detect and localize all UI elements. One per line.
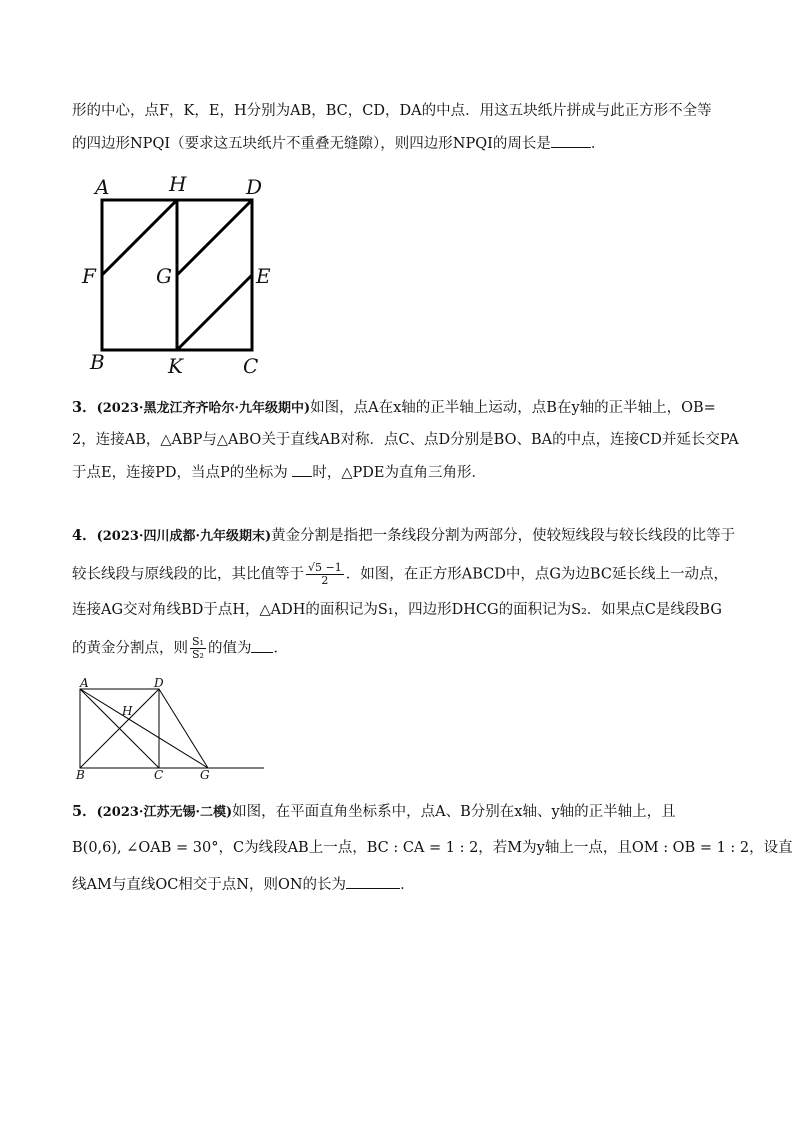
q2-line2-text: 的四边形NPQI（要求这五块纸片不重叠无缝隙），则四边形NPQI的周长是 [72, 136, 551, 152]
label-D: D [154, 676, 164, 690]
q4-line2-end: ．如图，在正方形ABCD中，点G为边BC延长线上一动点， [345, 566, 728, 583]
label-K: K [168, 354, 183, 378]
label-H: H [169, 172, 187, 196]
golden-section-figure-svg [72, 672, 272, 784]
segment-AG [80, 689, 208, 768]
q2-text-line-2 [72, 133, 605, 154]
q5-line3-text: 线AM与直线OC相交于点N，则ON的长为 [72, 877, 347, 893]
label-A: A [80, 676, 89, 690]
q3-line1-text: 如图，点A在x轴的正半轴上运动，点B在y轴的正半轴上，OB= [310, 400, 716, 416]
area-ratio-fraction [190, 636, 206, 661]
segment-GD [177, 200, 252, 275]
label-B: B [90, 350, 105, 374]
q3-line3-end: 时，△PDE为直角三角形． [312, 465, 486, 481]
square-figure [80, 170, 290, 380]
q2-line2-end: ． [590, 136, 606, 152]
q4-source: (2023·四川成都·九年级期末) [96, 529, 272, 544]
golden-ratio-fraction [306, 562, 344, 587]
q5-text-line-3 [72, 874, 415, 895]
area-ratio-numerator: S₁ [192, 635, 204, 648]
q4-text-line-3: 连接AG交对角线BD于点H，△ADH的面积记为S₁，四边形DHCG的面积记为S₂．如果点C是线段BG [72, 602, 722, 618]
q5-line1-text: 如图，在平面直角坐标系中，点A、B分别在x轴、y轴的正半轴上，且 [232, 804, 676, 820]
q5-line3-end: ． [400, 877, 415, 893]
q4-text-line-1 [72, 526, 735, 547]
q2-text-line-1: 形的中心，点F，K，E，H分别为AB，BC，CD，DA的中点．用这五块纸片拼成与此正方形不全等 [72, 103, 712, 119]
golden-ratio-numerator: √5 −1 [308, 561, 342, 574]
label-C: C [243, 354, 259, 378]
golden-ratio-denominator: 2 [321, 574, 329, 587]
answer-blank[interactable] [551, 133, 591, 148]
answer-blank[interactable] [251, 638, 273, 653]
q3-number: 3． [72, 399, 97, 416]
segment-DG [159, 689, 208, 768]
q4-text-line-4 [72, 636, 288, 661]
q3-text-line-1 [72, 398, 716, 419]
label-B: B [76, 768, 85, 782]
q4-line4-text-2: 的值为 [207, 640, 252, 657]
label-H: H [122, 704, 133, 718]
q3-text-line-2: 2，连接AB，△ABP与△ABO关于直线AB对称．点C、点D分别是BO、BA的中点，连接CD并延长交PA [72, 432, 739, 448]
q4-line1-text: 黄金分割是指把一条线段分割为两部分，使较短线段与较长线段的比等于 [271, 528, 736, 544]
q4-line4-end: ． [273, 640, 288, 657]
q4-line2-text: 较长线段与原线段的比，其比值等于 [72, 566, 304, 583]
golden-section-figure [72, 672, 272, 784]
label-A: A [95, 175, 110, 199]
q5-text-line-2: B(0,6), ∠OAB = 30°，C为线段AB上一点，BC : CA = 1 : 2，若M为y轴上一点，且OM : OB = 1 : 2，设直 [72, 840, 793, 856]
q4-number: 4． [72, 527, 97, 544]
area-ratio-denominator: S₂ [192, 648, 204, 661]
q3-text-line-3 [72, 462, 486, 483]
answer-blank[interactable] [346, 874, 400, 889]
label-E: E [256, 264, 271, 288]
q3-source: (2023·黑龙江齐齐哈尔·九年级期中) [96, 401, 311, 416]
q5-text-line-1 [72, 802, 676, 823]
label-G: G [156, 264, 172, 288]
answer-blank[interactable] [292, 462, 312, 477]
q5-source: (2023·江苏无锡·二模) [96, 805, 233, 820]
q4-text-line-2 [72, 562, 728, 587]
q3-line3-text: 于点E，连接PD，当点P的坐标为 [72, 465, 288, 481]
label-D: D [246, 175, 263, 199]
label-C: C [154, 768, 164, 782]
label-F: F [82, 264, 96, 288]
q4-line4-text: 的黄金分割点，则 [72, 640, 188, 657]
q5-number: 5． [72, 803, 97, 820]
label-G: G [200, 768, 210, 782]
segment-KE [177, 275, 252, 350]
